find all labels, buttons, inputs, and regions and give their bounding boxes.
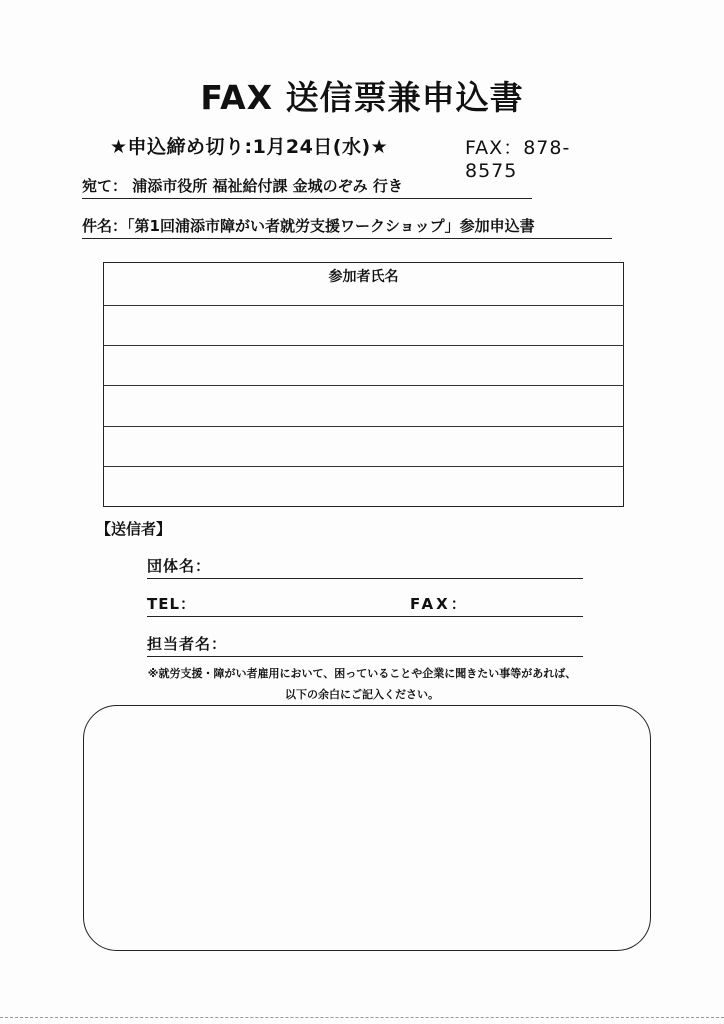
table-row bbox=[104, 426, 624, 466]
participants-table bbox=[103, 262, 624, 507]
note-line-2: 以下の余白にご記入ください。 bbox=[285, 688, 439, 701]
table-row bbox=[104, 306, 624, 346]
table-row bbox=[104, 466, 624, 506]
form-title: FAX 送信票兼申込書 bbox=[200, 78, 524, 117]
organization-field[interactable] bbox=[147, 556, 583, 579]
contact-person-label: 担当者名： bbox=[147, 635, 228, 653]
free-comment-box[interactable] bbox=[83, 705, 651, 951]
deadline-text: ★申込締め切り:1月24日(水)★ bbox=[110, 136, 389, 158]
note-line-1: ※就労支援・障がい者雇用において、困っていることや企業に聞きたい事等があれば、 bbox=[147, 667, 577, 680]
participant-name-cell[interactable] bbox=[104, 386, 624, 426]
deadline-row bbox=[110, 132, 610, 182]
table-header-row bbox=[104, 263, 624, 306]
participant-name-cell[interactable] bbox=[104, 426, 624, 466]
table-row bbox=[104, 386, 624, 426]
table-row bbox=[104, 346, 624, 386]
participant-name-cell[interactable] bbox=[104, 306, 624, 346]
tel-fax-field[interactable] bbox=[147, 594, 583, 617]
participant-name-cell[interactable] bbox=[104, 346, 624, 386]
sender-heading: 【送信者】 bbox=[96, 520, 172, 538]
tel-label: TEL： bbox=[147, 595, 197, 613]
contact-person-field[interactable] bbox=[147, 634, 583, 657]
organization-label: 団体名： bbox=[147, 557, 212, 575]
participant-name-header: 参加者氏名 bbox=[104, 263, 624, 306]
page-bottom-divider bbox=[0, 1017, 724, 1018]
recipient-line: 宛て： 浦添市役所 福祉給付課 金城のぞみ 行き bbox=[82, 175, 532, 199]
participant-name-cell[interactable] bbox=[104, 466, 624, 506]
fax-number: FAX：878-8575 bbox=[465, 137, 571, 182]
subject-line: 件名：「第1回浦添市障がい者就労支援ワークショップ」参加申込書 bbox=[82, 215, 612, 239]
fax-label: FAX： bbox=[410, 595, 469, 613]
